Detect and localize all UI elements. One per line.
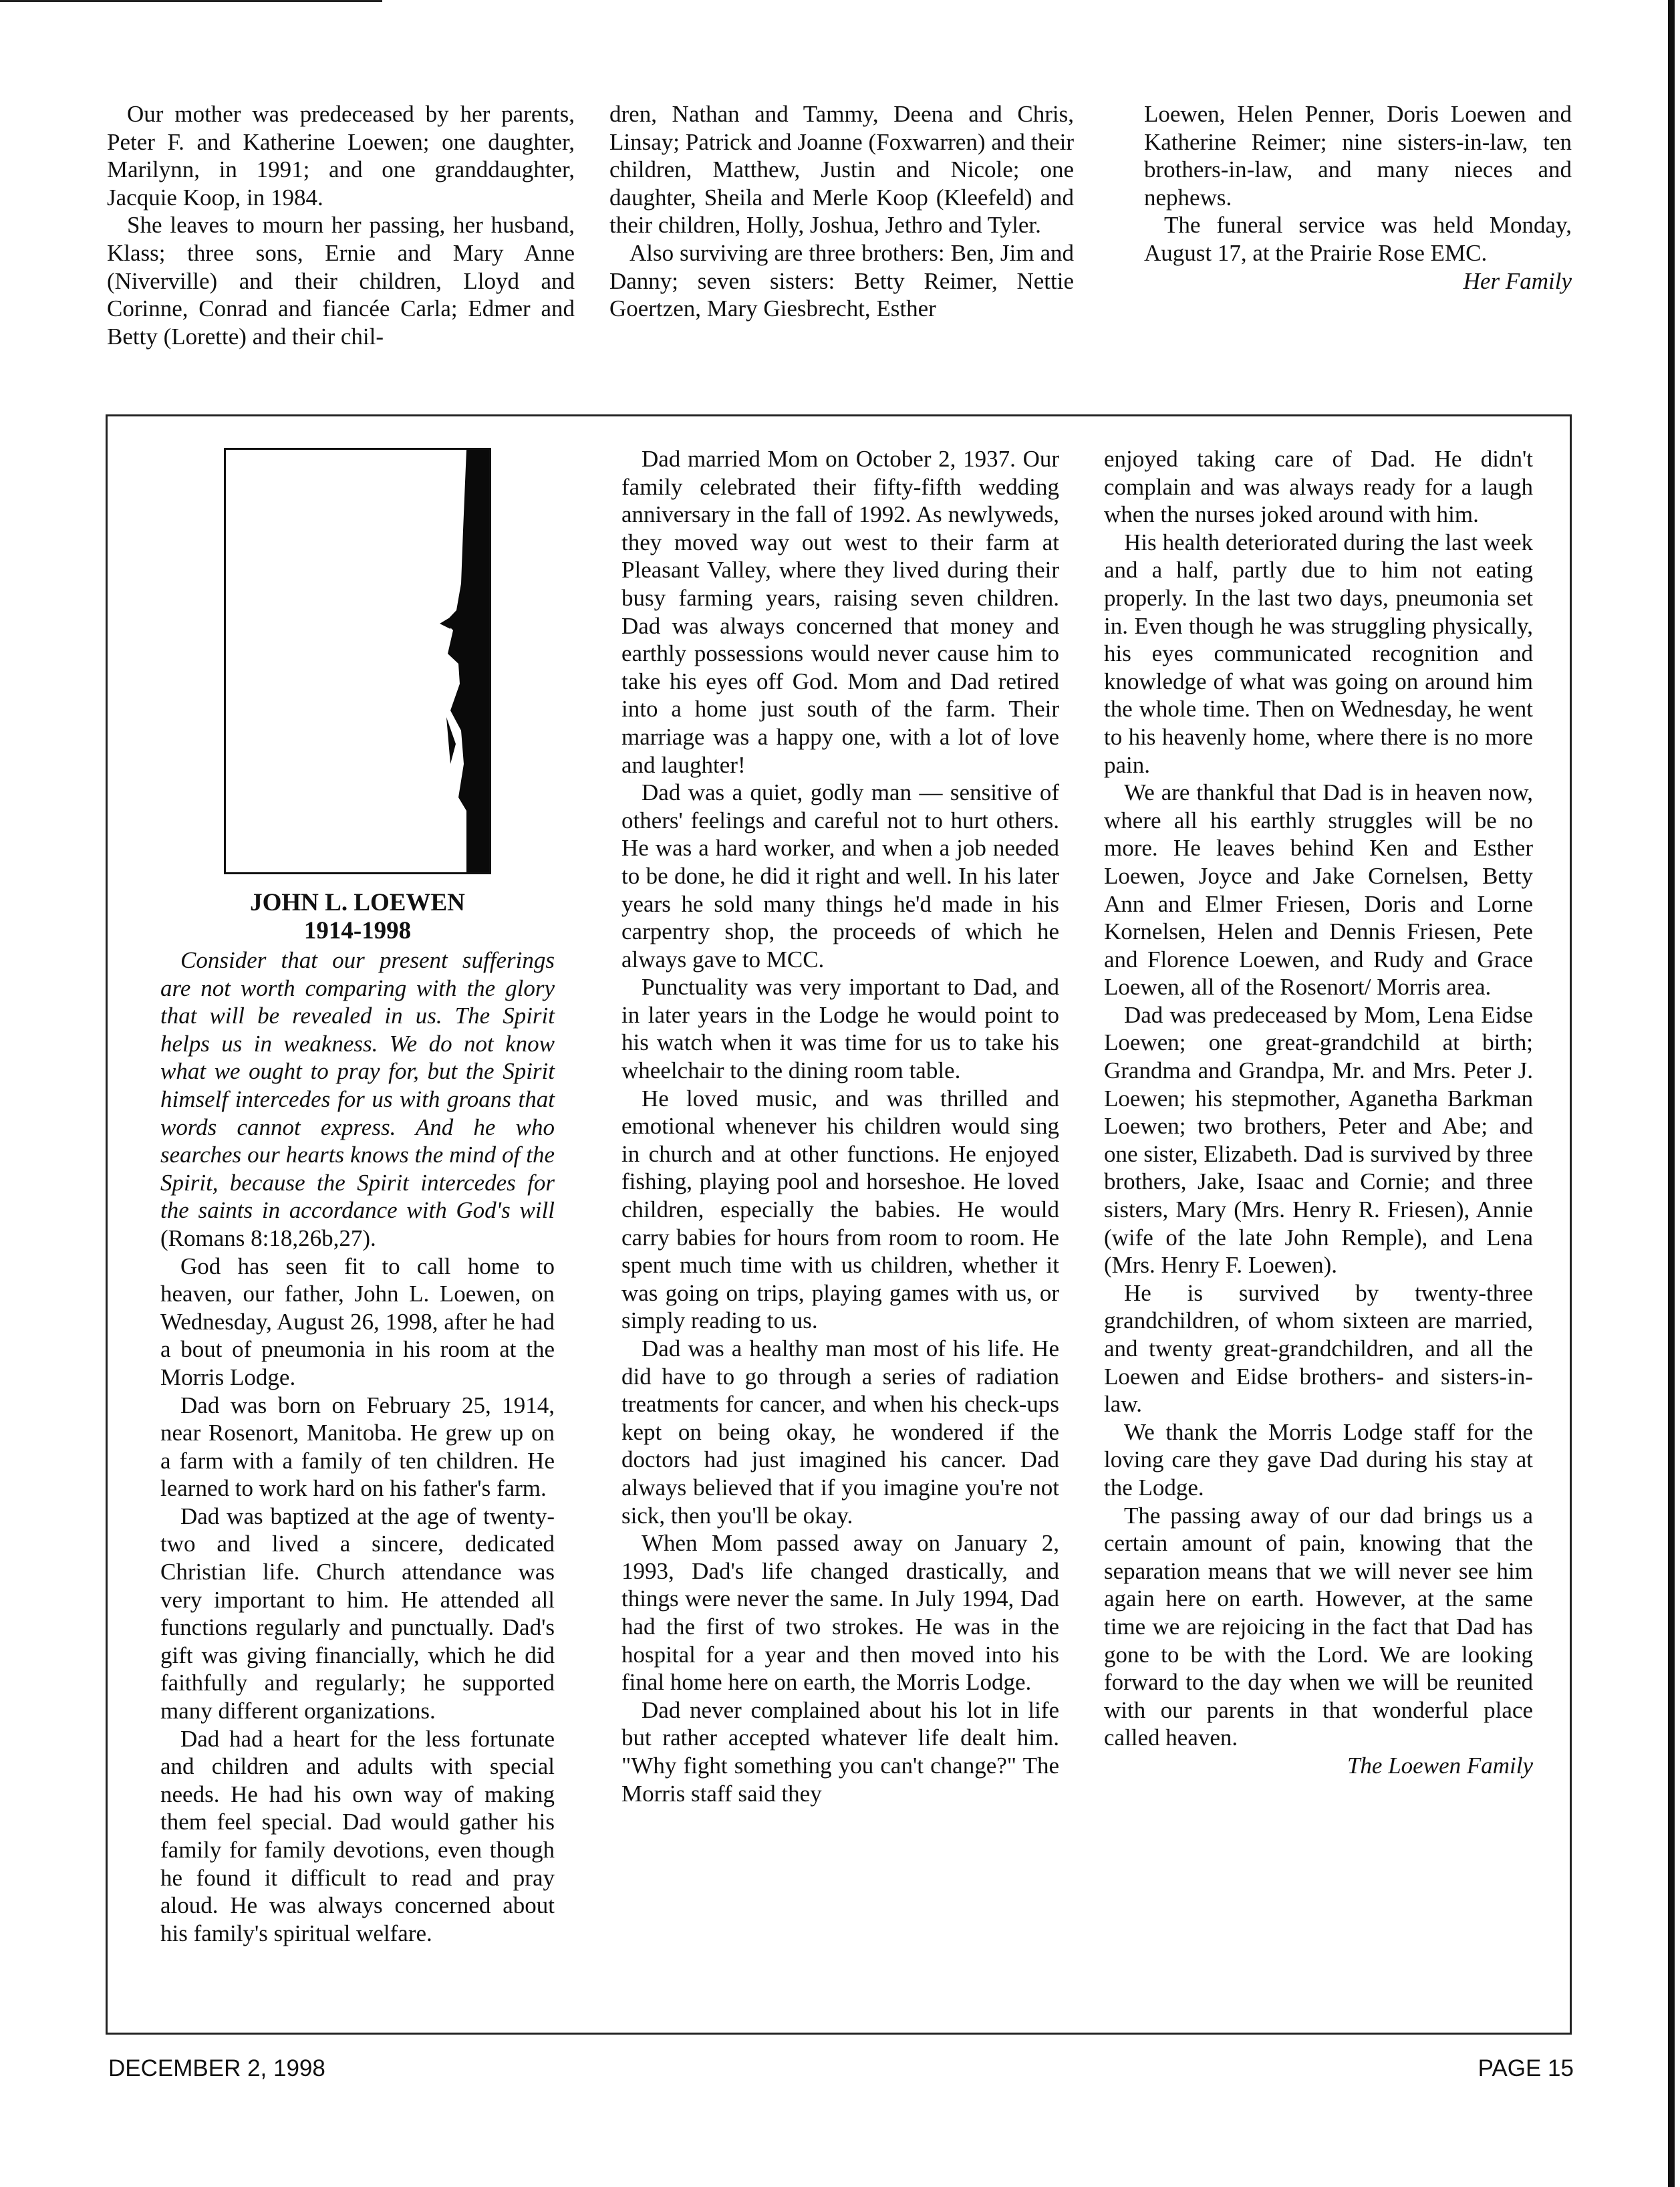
paragraph: Punctuality was very important to Dad, and in later years in the Lodge he would point to his watch when it was time for us to take his wheelchair to the dining room table. bbox=[621, 974, 1059, 1084]
obituary-years: 1914-1998 bbox=[303, 917, 412, 944]
top-column-1 bbox=[107, 100, 575, 350]
paragraph: God has seen fit to call home to heaven, our father, John L. Loewen, on Wednesday, August 26, 1998, after he had a bout of pneumonia in his room at the Morris Lodge. bbox=[160, 1253, 555, 1390]
obituary-column-3 bbox=[1104, 445, 1533, 1780]
paragraph: Dad was baptized at the age of twenty-two and lived a sincere, dedicated Christian life. Church attendance was very important to him. He attended all functions regularly and punctually. Dad's gift was giving financially, which he did faithfully and regularly; he supported many different organizations. bbox=[160, 1503, 555, 1724]
paragraph: When Mom passed away on January 2, 1993, Dad's life changed drastically, and things were never the same. In July 1994, Dad had the first of two strokes. He was in the hospital for a year and then moved into his final home here on earth, the Morris Lodge. bbox=[621, 1530, 1059, 1696]
footer-date: DECEMBER 2, 1998 bbox=[108, 2055, 325, 2081]
scripture-text: Consider that our present sufferings are not worth comparing with the glory that will be revealed in us. The Spirit helps us in weakness. We do not know what we ought to pray for, but the Spirit himself intercedes for us with groans that words cannot express. And he who searches our hearts knows the mind of the Spirit, because the Spirit intercedes for the saints in accordance with God's will bbox=[160, 947, 555, 1224]
paragraph: Dad never complained about his lot in life but rather accepted whatever life dealt him. "Why fight something you can't change?" The Morris staff said they bbox=[621, 1696, 1059, 1807]
signature: The Loewen Family bbox=[1347, 1752, 1533, 1779]
top-rule bbox=[0, 0, 382, 2]
paragraph: Dad had a heart for the less fortunate and children and adults with special needs. He had his own way of making them feel special. Dad would gather his family for family devotions, even though he found it difficult to read and pray aloud. He was always concerned about his family's spiritual welfare. bbox=[160, 1725, 555, 1946]
paragraph: The passing away of our dad brings us a certain amount of pain, knowing that the separation means that we will never see him again here on earth. However, at the same time we are rejoicing in the fact that Dad has gone to be with the Lord. We are looking forward to the day when we will be reunited with our parents in that wonderful place called heaven. bbox=[1104, 1502, 1533, 1751]
obituary-name: JOHN L. LOEWEN bbox=[250, 889, 465, 916]
portrait-silhouette bbox=[226, 450, 489, 872]
paragraph: Also surviving are three brothers: Ben, Jim and Danny; seven sisters: Betty Reimer, Nettie Goertzen, Mary Giesbrecht, Esther bbox=[609, 239, 1074, 322]
paragraph: We are thankful that Dad is in heaven now, where all his earthly struggles will be no more. He leaves behind Ken and Esther Loewen, Joyce and Jake Cornelsen, Betty Ann and Elmer Friesen, Doris and Lorne Kornelsen, Helen and Dennis Friesen, Pete and Florence Loewen, and Rudy and Grace Loewen, all of the Rosenort/ Morris area. bbox=[1104, 779, 1533, 1001]
scan-edge-bar bbox=[1668, 0, 1675, 2187]
obituary-column-2 bbox=[621, 445, 1059, 1807]
obituary-column-1 bbox=[160, 946, 555, 1947]
paragraph: Our mother was predeceased by her parents, Peter F. and Katherine Loewen; one daughter, Marilynn, in 1991; and one granddaughter, Jacquie Koop, in 1984. bbox=[107, 101, 575, 211]
paragraph: Dad was a healthy man most of his life. He did have to go through a series of radiation treatments for cancer, and when his check-ups kept on being okay, he wondered if the doctors had just imagined his cancer. Dad always believed that if you imagine you're not sick, then you'll be okay. bbox=[621, 1335, 1059, 1529]
paragraph: The funeral service was held Monday, August 17, at the Prairie Rose EMC. bbox=[1144, 212, 1572, 266]
paragraph: Dad was predeceased by Mom, Lena Eidse Loewen; one great-grandchild at birth; Grandma and Grandpa, Mr. and Mrs. Peter J. Loewen; his stepmother, Aganetha Barkman Loewen; two brothers, Peter and Abe; and one sister, Elizabeth. Dad is survived by three brothers, Jake, Isaac and Cornie; and three sisters, Mary (Mrs. Henry R. Friesen), Annie (wife of the late John Remple), and Lena (Mrs. Henry F. Loewen). bbox=[1104, 1001, 1533, 1279]
paragraph: Dad was a quiet, godly man — sensitive of others' feelings and careful not to hurt others. He was a hard worker, and when a job needed to be done, he did it right and well. In his later years he sold many things he'd made in his carpentry shop, the proceeds of which he always gave to MCC. bbox=[621, 779, 1059, 973]
paragraph: dren, Nathan and Tammy, Deena and Chris, Linsay; Patrick and Joanne (Foxwarren) and their children, Matthew, Justin and Nicole; one daughter, Sheila and Merle Koop (Kleefeld) and their children, Holly, Joshua, Jethro and Tyler. bbox=[609, 101, 1074, 239]
paragraph: His health deteriorated during the last week and a half, partly due to him not eating properly. In the last two days, pneumonia set in. Even though he was struggling physically, his eyes communicated recognition and knowledge of what was going on around him the whole time. Then on Wednesday, he went to his heavenly home, where there is no more pain. bbox=[1104, 529, 1533, 778]
paragraph: Dad married Mom on October 2, 1937. Our family celebrated their fifty-fifth wedding anniversary in the fall of 1992. As newlyweds, they moved way out west to their farm at Pleasant Valley, where they lived during their busy farming years, raising seven children. Dad was always concerned that money and earthly possessions would never cause him to take his eyes off God. Mom and Dad retired into a home just south of the farm. Their marriage was a happy one, with a lot of love and laughter! bbox=[621, 446, 1059, 778]
paragraph: He loved music, and was thrilled and emotional whenever his children would sing in church and at other functions. He enjoyed fishing, playing pool and horseshoe. He loved children, especially the babies. He would carry babies for hours from room to room. He spent much time with us children, whether it was going on trips, playing games with us, or simply reading to us. bbox=[621, 1085, 1059, 1334]
paragraph: Dad was born on February 25, 1914, near Rosenort, Manitoba. He grew up on a farm with a family of ten children. He learned to work hard on his father's farm. bbox=[160, 1392, 555, 1502]
paragraph: enjoyed taking care of Dad. He didn't complain and was always ready for a laugh when the nurses joked around with him. bbox=[1104, 446, 1533, 528]
scripture-reference: (Romans 8:18,26b,27). bbox=[160, 1225, 376, 1251]
paragraph: We thank the Morris Lodge staff for the loving care they gave Dad during his stay at the Lodge. bbox=[1104, 1418, 1533, 1501]
paragraph: She leaves to mourn her passing, her husband, Klass; three sons, Ernie and Mary Anne (Niverville) and their children, Lloyd and Corinne, Conrad and fiancée Carla; Edmer and Betty (Lorette) and their chil- bbox=[107, 212, 575, 350]
paragraph: He is survived by twenty-three grandchildren, of whom sixteen are married, and twenty great-grandchildren, and all the Loewen and Eidse brothers- and sisters-in-law. bbox=[1104, 1279, 1533, 1418]
top-column-2 bbox=[609, 100, 1074, 323]
top-column-3 bbox=[1144, 100, 1572, 295]
scripture-quote bbox=[160, 946, 555, 1253]
portrait-photo bbox=[224, 448, 491, 874]
signature: Her Family bbox=[1463, 267, 1572, 294]
footer-page-number: PAGE 15 bbox=[1478, 2055, 1574, 2081]
paragraph: Loewen, Helen Penner, Doris Loewen and Katherine Reimer; nine sisters-in-law, ten brothers-in-law, and many nieces and nephews. bbox=[1144, 101, 1572, 211]
